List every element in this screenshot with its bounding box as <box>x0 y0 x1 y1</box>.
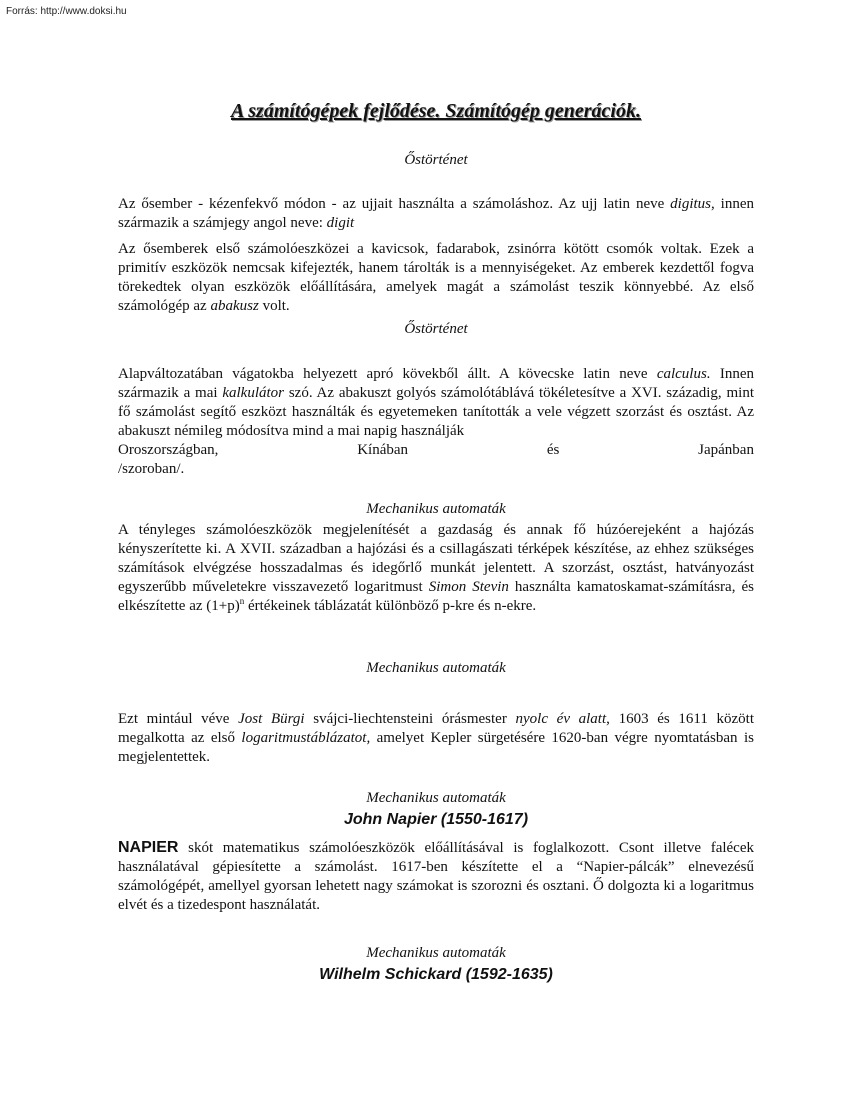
source-label: Forrás: http://www.doksi.hu <box>6 6 127 17</box>
paragraph-first-tools: Az ősemberek első számolóeszközei a kavicsok, fadarabok, zsinórra kötött csomók voltak. Ezek a primitív eszközök nemcsak kifejezték, hanem tárolták is a mennyiségeket. Az emberek kezdettől fogva törekedtek olyan eszközök előállítására, amelyek magát a számolást teszik könnyebbé. Az első számológép az abakusz volt. <box>118 241 754 314</box>
section-heading-prehistory-2: Őstörténet <box>404 321 468 337</box>
paragraph-napier: NAPIER skót matematikus számolóeszközök előállításával is foglalkozott. Csont illetve falécek használatával gépiesítette a számolást. 1617-ben készítette el a “Napier-pálcák” elnevezésű számológépét, amellyel gyorsan lehetett nagy számokat is szorozni és osztani. Ő dolgozta ki a logaritmus elvét és a tizedespont használatát. <box>118 839 754 913</box>
section-heading-mechanical-4: Mechanikus automaták <box>366 945 506 961</box>
napier-lead: NAPIER <box>118 839 179 856</box>
paragraph-abacus: Alapváltozatában vágatokba helyezett apró kövekből állt. A kövecske latin neve calculus. Innen származik a mai kalkulátor szó. Az abakuszt golyós számolótáblává tökéletesítve a XVI. századig, mint fő számolást segítő eszközt használták és egyetemeken tanították a vele végzett szorzást és osztást. Az abakuszt némileg módosítva mind a mai napig használják Oroszországban, Kínában és Japánban /szoroban/. <box>118 366 755 477</box>
section-heading-mechanical-2: Mechanikus automaták <box>366 660 506 676</box>
paragraph-navigation: A tényleges számolóeszközök megjelenítését a gazdaság és annak fő húzóerejeként a hajózás kényszerítette ki. A XVII. században a hajózási és a csillagászati térképek készítése, az ehhez szükséges számítások elvégzése hosszadalmas és idegőrlő munkát jelentett. A szorzást, osztást, hatványozást egyszerűbb műveletekre visszavezető logaritmust Simon Stevin használta kamatoskamat-számításra, és elkészítette az $(1+p)^n$ értékeinek táblázatát különböző p-kre és n-ekre. <box>118 522 754 614</box>
section-heading-mechanical-3: Mechanikus automaták <box>366 790 506 806</box>
napier-heading: John Napier (1550-1617) <box>343 811 529 828</box>
section-heading-mechanical-1: Mechanikus automaták <box>366 501 506 517</box>
page-title: A számítógépek fejlődése. Számítógép generációk. <box>231 100 641 122</box>
paragraph-fingers: Az ősember - kézenfekvő módon - az ujjait használta a számoláshoz. Az ujj latin neve digitus, innen származik a számjegy angol neve: digit <box>118 196 754 231</box>
schickard-heading: Wilhelm Schickard (1592-1635) <box>319 966 553 983</box>
section-heading-prehistory: Őstörténet <box>404 152 468 168</box>
paragraph-burgi: Ezt mintául véve Jost Bürgi svájci-liechtensteini órásmester nyolc év alatt, 1603 és 1611 között megalkotta az első logaritmustáblázatot, amelyet Kepler sürgetésére 1620-ban végre nyomtatásban is megjelentettek. <box>118 711 754 765</box>
